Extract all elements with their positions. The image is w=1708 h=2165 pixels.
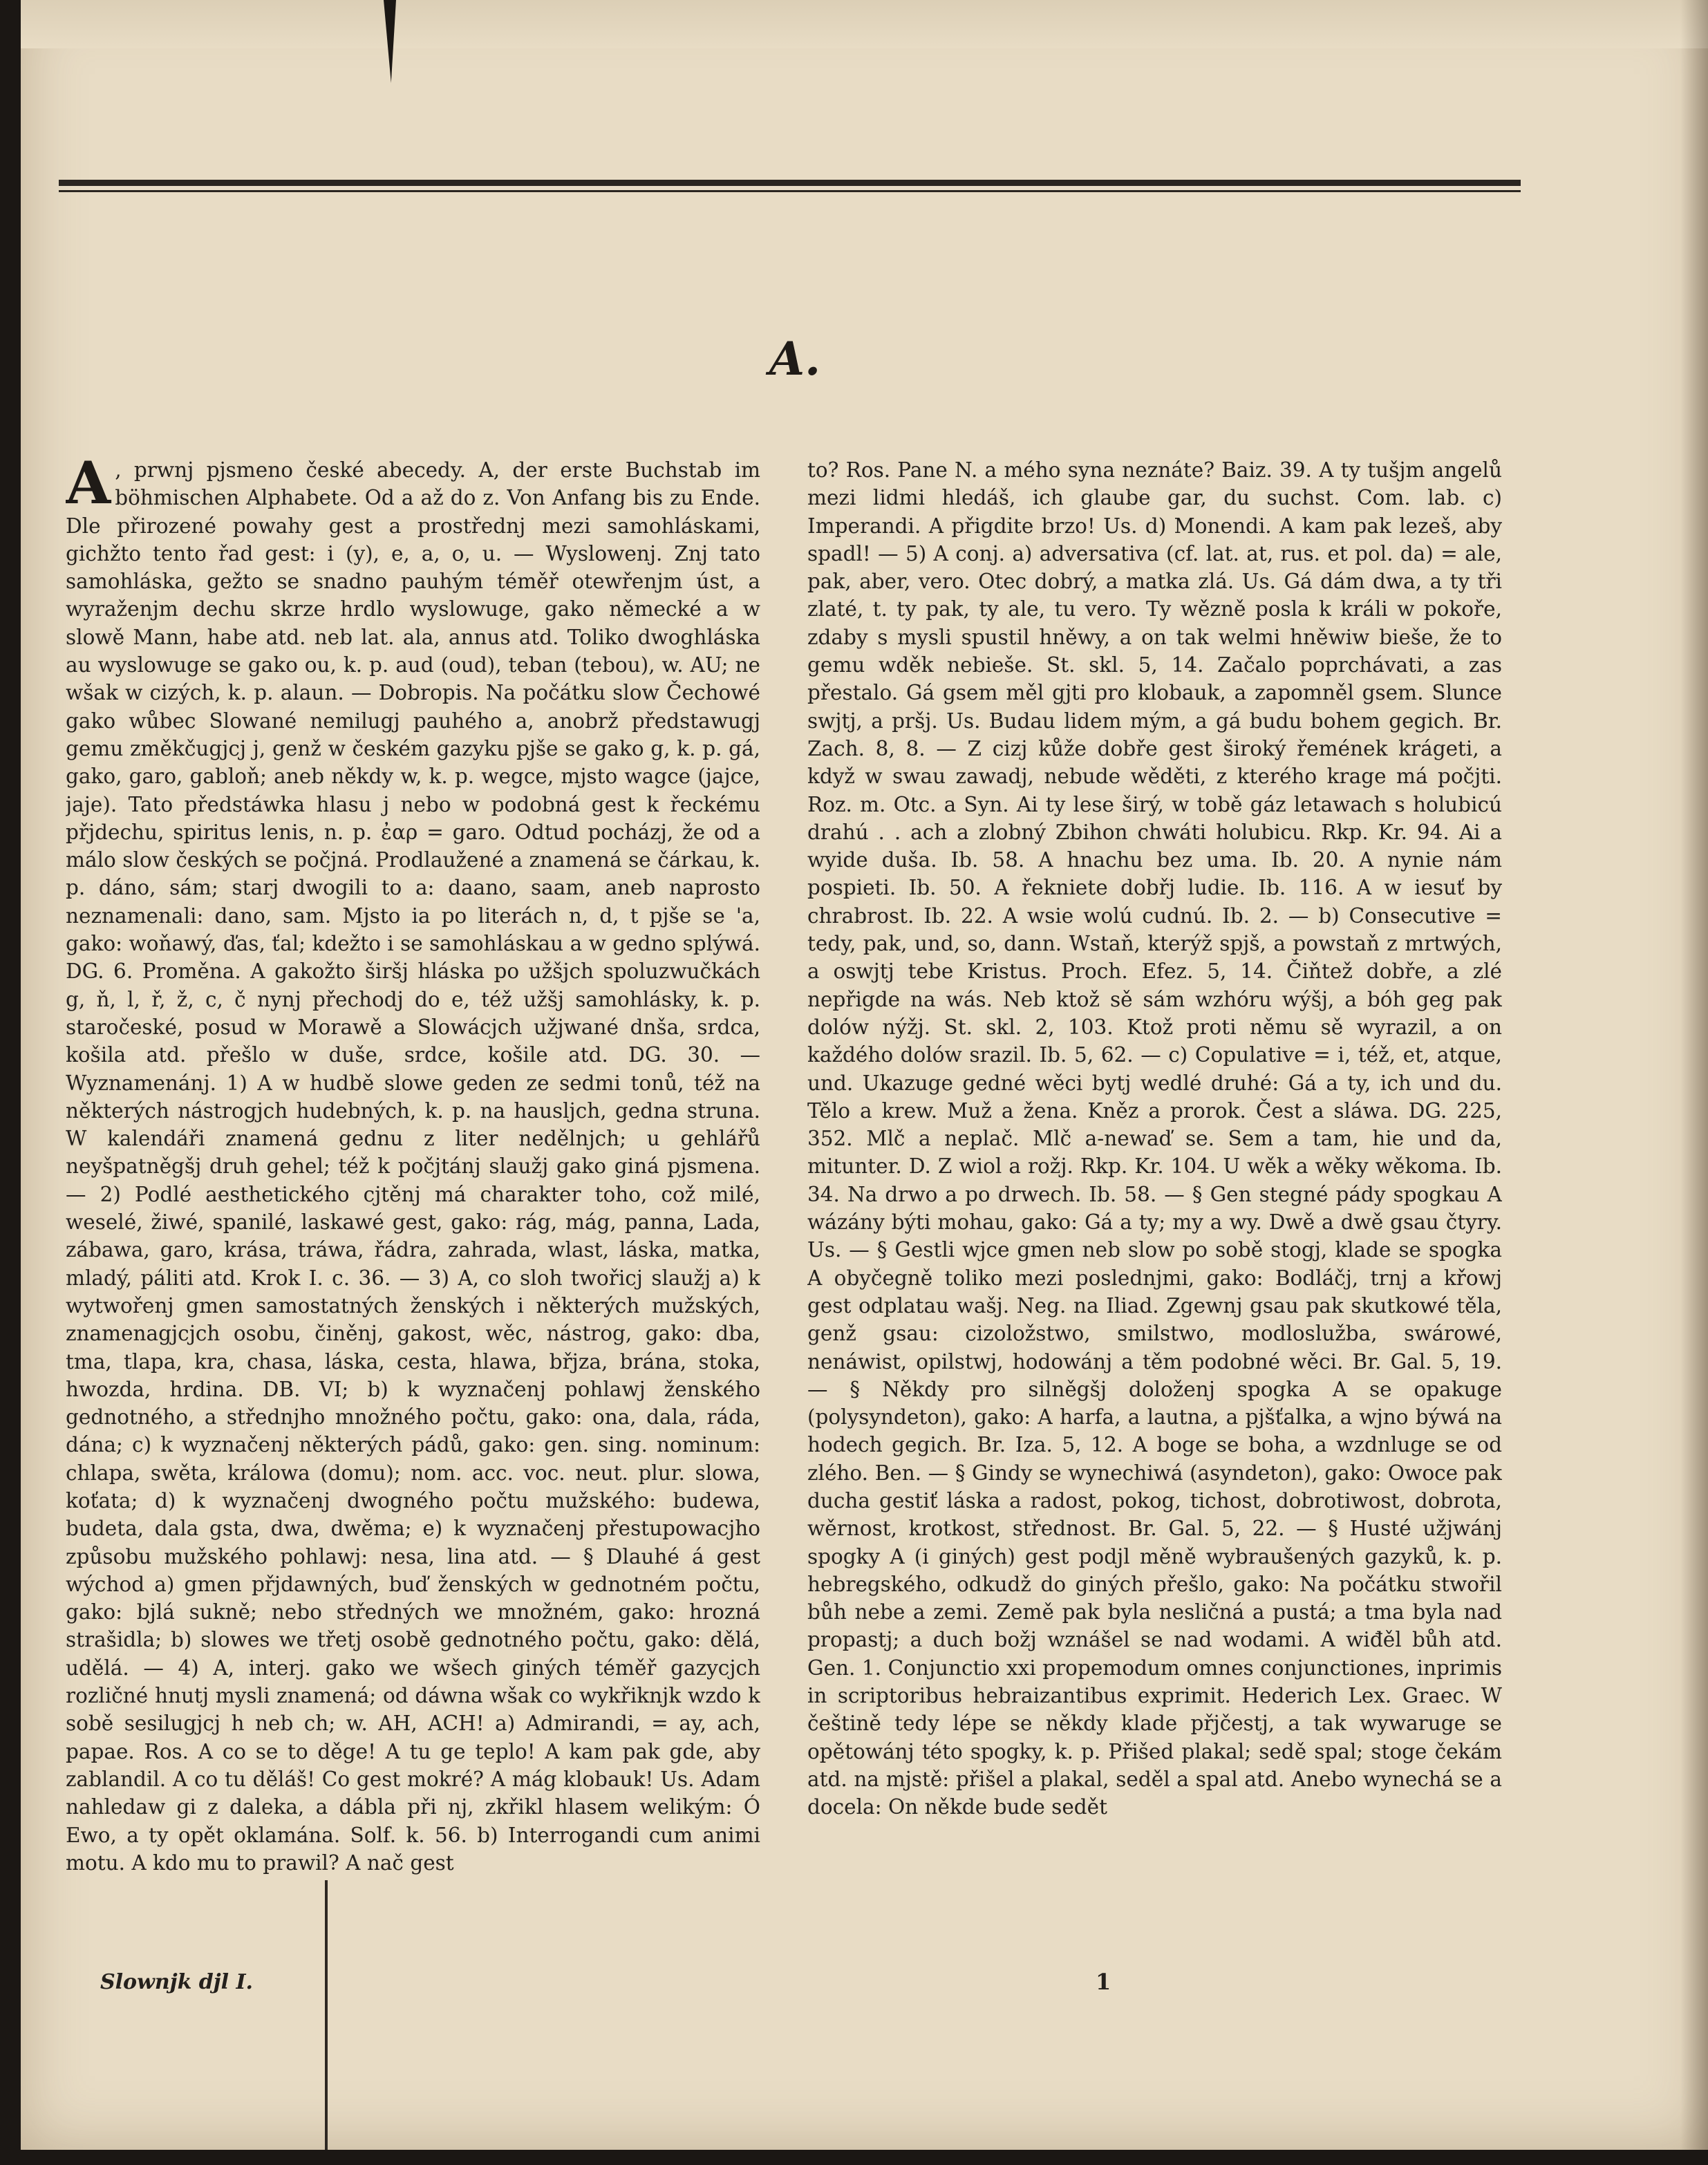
page-edge-shadow (1680, 0, 1708, 2150)
left-column-text: , prwnj pjsmeno české abecedy. A, der erste Buchstab im böhmischen Alphabete. Od a až do z. Von Anfang bis zu Ende. Dle přirozené powahy gest a prostřednj mezi samohláskami, gichžto tento řad gest: i (y), e, a, o, u. — Wyslowenj. Znj tato samohláska, gežto se snadno pauhým téměř otewřenjm úst, a wyraženjm dechu skrze hrdlo wyslowuge, gako německé a w slowě Mann, habe atd. neb lat. ala, annus atd. Toliko dwoghláska au wyslowuge se gako ou, k. p. aud (oud), teban (tebou), w. AU; ne wšak w cizých, k. p. alaun. — Dobropis. Na počátku slow Čechowé gako wůbec Slowané nemilugj pauhého a, anobrž předstawugj gemu změkčugjcj j, genž w českém gazyku pjše se gako g, k. p. gá, gako, garo, gabloň; aneb někdy w, k. p. wegce, mjsto wagce (jajce, jaje). Tato předstáwka hlasu j nebo w podobná gest k řeckému přjdechu, spiritus lenis, n. p. ἐαρ = garo. Odtud pocházj, že od a málo slow českých se počjná. Prodlaužené a znamená se čárkau, k. p. dáno, sám; starj dwogili to a: daano, saam, aneb naprosto neznamenali: dano, sam. Mjsto ia po literách n, d, t pjše se 'a, gako: woňawý, ďas, ťal; kdežto i se samohláskau a w gedno splýwá. DG. 6. Proměna. A gakožto širšj hláska po užšjch spoluzwučkách g, ň, l, ř, ž, c, č nynj přechodj do e, též užšj samohlásky, k. p. staročeské, posud w Morawě a Slowácjch užjwané dnša, srdca, košila atd. přešlo w duše, srdce, košile atd. DG. 30. — Wyznamenánj. 1) A w hudbě slowe geden ze sedmi tonů, též na některých nástrogjch hudebných, k. p. na hausljch, gedna struna. W kalendáři znamená gednu z liter nedělnjch; u gehlářů neyšpatněgšj druh gehel; též k počjtánj slaužj gako giná pjsmena. — 2) Podlé aesthetického cjtěnj má charakter toho, což milé, weselé, žiwé, spanilé, laskawé gest, gako: rág, mág, panna, Lada, zábawa, garo, krása, tráwa, řádra, zahrada, wlast, láska, matka, mladý, páliti atd. Krok I. c. 36. — 3) A, co sloh twořicj slaužj a) k wytwořenj gmen samostatných ženských i některých mužských, znamenagjcjch osobu, činěnj, gakost, wěc, nástrog, gako: dba, tma, tlapa, kra, chasa, láska, cesta, hlawa, břjza, brána, stoka, hwozda, hrdina. DB. VI; b) k wyznačenj pohlawj ženského gednotného, a střednjho množného počtu, gako: ona, dala, ráda, dána; c) k wyznačenj některých pádů, gako: gen. sing. nominum: chlapa, swěta, králowa (domu); nom. acc. voc. neut. plur. slowa, koťata; d) k wyznačenj dwogného počtu mužského: budewa, budeta, dala gsta, dwa, dwěma; e) k wyznačenj přestupowacjho způsobu mužského pohlawj: nesa, lina atd. — § Dlauhé á gest wýchod a) gmen přjdawných, buď ženských w gednotném počtu, gako: bjlá sukně; nebo středných we množném, gako: hrozná strašidla; b) slowes we třetj osobě gednotného počtu, gako: dělá, udělá. — 4) A, interj. gako we wšech giných téměř gazycjch rozličné hnutj mysli znamená; od dáwna wšak co wykřiknjk wzdo k sobě sesilugjcj h neb ch; w. AH, ACH! a) Admirandi, = ay, ach, papae. Ros. A co se to děge! A tu ge teplo! A kam pak gde, aby zablandil. A co tu děláš! Co gest mokré? A mág klobauk! Us. Adam nahledaw gi z daleka, a dábla při nj, zkřikl hlasem welikým: Ó Ewo, a ty opět oklamána. Solf. k. 56. b) Interrogandi cum animi motu. A kdo mu to prawil? A nač gest (66, 458, 760, 1875)
top-rule-thin (59, 190, 1521, 192)
right-column-text: to? Ros. Pane N. a mého syna neznáte? Baiz. 39. A ty tušjm angelů mezi lidmi hledáš, ich glaube gar, du suchst. Com. lab. c) Imperandi. A přigdi̇te brzo! Us. d) Monendi. A kam pak lezeš, aby spadl! — 5) A conj. a) adversativa (cf. lat. at, rus. et pol. da) = ale, pak, aber, vero. Otec dobrý, a matka zlá. Us. Gá dám dwa, a ty tři zlaté, t. ty pak, ty ale, tu vero. Ty wězně posla k králi w pokoře, zdaby s mysli spustil hněwy, a on tak welmi hněwiw bieše, že to gemu wděk nebieše. St. skl. 5, 14. Začalo poprchávati, a zas přestalo. Gá gsem měl gjti pro klobauk, a zapomněl gsem. Slunce swjtj, a pršj. Us. Budau lidem mým, a gá budu bohem gegich. Br. Zach. 8, 8. — Z cizj kůže dobře gest široký řemének krágeti, a když w swau zawadj, nebude wěděti, z kterého krage má počjti. Roz. m. Otc. a Syn. Ai ty lese širý, w tobě gáz letawach s holubicú drahú . . ach a zlobný Zbihon chwáti holubicu. Rkp. Kr. 94. Ai a wyide duša. Ib. 58. A hnachu bez uma. Ib. 20. A nynie nám pospieti. Ib. 50. A řekniete dobřj ludie. Ib. 116. A w iesuť by chrabrost. Ib. 22. A wsie wolú cudnú. Ib. 2. — b) Consecutive = tedy, pak, und, so, dann. Wstaň, kterýž spjš, a powstaň z mrtwých, a oswjtj tebe Kristus. Proch. Efez. 5, 14. Čiňtež dobře, a zlé nepřigde na wás. Neb ktož sě sám wzhóru wýšj, a bóh geg pak dolów nýžj. St. skl. 2, 103. Ktož proti němu sě wyrazil, a on každého dolów srazil. Ib. 5, 62. — c) Copulative = i, též, et, atque, und. Ukazuge gedné wěci bytj wedlé druhé: Gá a ty, ich und du. Tělo a krew. Muž a žena. Kněz a prorok. Čest a sláwa. DG. 225, 352. Mlč a neplač. Mlč a-newaď se. Sem a tam, hie und da, mitunter. D. Z wiol a rožj. Rkp. Kr. 104. U wěk a wěky wěkoma. Ib. 34. Na drwo a po drwech. Ib. 58. — § Gen stegné pády spogkau A wázány býti mohau, gako: Gá a ty; my a wy. Dwě a dwě gsau čtyry. Us. — § Gestli wjce gmen neb slow po sobě stogj, klade se spogka A obyčegně toliko mezi poslednjmi, gako: Bodláčj, trnj a křowj gest odplatau wašj. Neg. na Iliad. Zgewnj gsau pak skutkowé těla, genž gsau: cizoložstwo, smilstwo, modloslužba, swárowé, nenáwist, opilstwj, hodowánj a těm podobné wěci. Br. Gal. 5, 19. — § Někdy pro silněgšj doloženj spogka A se opakuge (polysyndeton), gako: A harfa, a lautna, a pjšťalka, a wjno býwá na hodech gegich. Br. Iza. 5, 12. A boge se boha, a wzdnluge se od zlého. Ben. — § Gindy se wynechiwá (asyndeton), gako: Owoce pak ducha gestiť láska a radost, pokog, tichost, dobrotiwost, dobrota, wěrnost, krotkost, střednost. Br. Gal. 5, 22. — § Husté užjwánj spogky A (i giných) gest podjl měně wybraušených gazyků, k. p. hebregského, odkudž do giných přešlo, gako: Na počátku stwořil bůh nebe a zemi. Země pak byla nesličná a pustá; a tma byla nad propastj; a duch božj wznášel se nad wodami. A wiđěl bůh atd. Gen. 1. Conjunctio xxi propemodum omnes conjunctiones, inprimis in scriptoribus hebraizantibus exprimit. Hederich Lex. Graec. W češtině tedy lépe se někdy klade přjčestj, a tak wywaruge se opětowánj této spogky, k. p. Přišed plakal; sedě spal; stoge čekám atd. na mjstě: přišel a plakal, seděl a spal atd. Anebo wynechá se a docela: On někde bude sedět (807, 458, 1502, 1819)
right-column (807, 456, 1502, 1956)
section-heading: A. (769, 332, 821, 386)
dictionary-page (21, 0, 1708, 2150)
page-top-strip (21, 0, 1708, 48)
left-column (66, 456, 760, 1956)
top-rule (59, 180, 1521, 186)
page-tear (325, 1880, 328, 2150)
page-number: 1 (1096, 1969, 1111, 1995)
drop-cap: A (66, 456, 111, 517)
footer-volume: Slownjk djl I. (100, 1970, 253, 1994)
